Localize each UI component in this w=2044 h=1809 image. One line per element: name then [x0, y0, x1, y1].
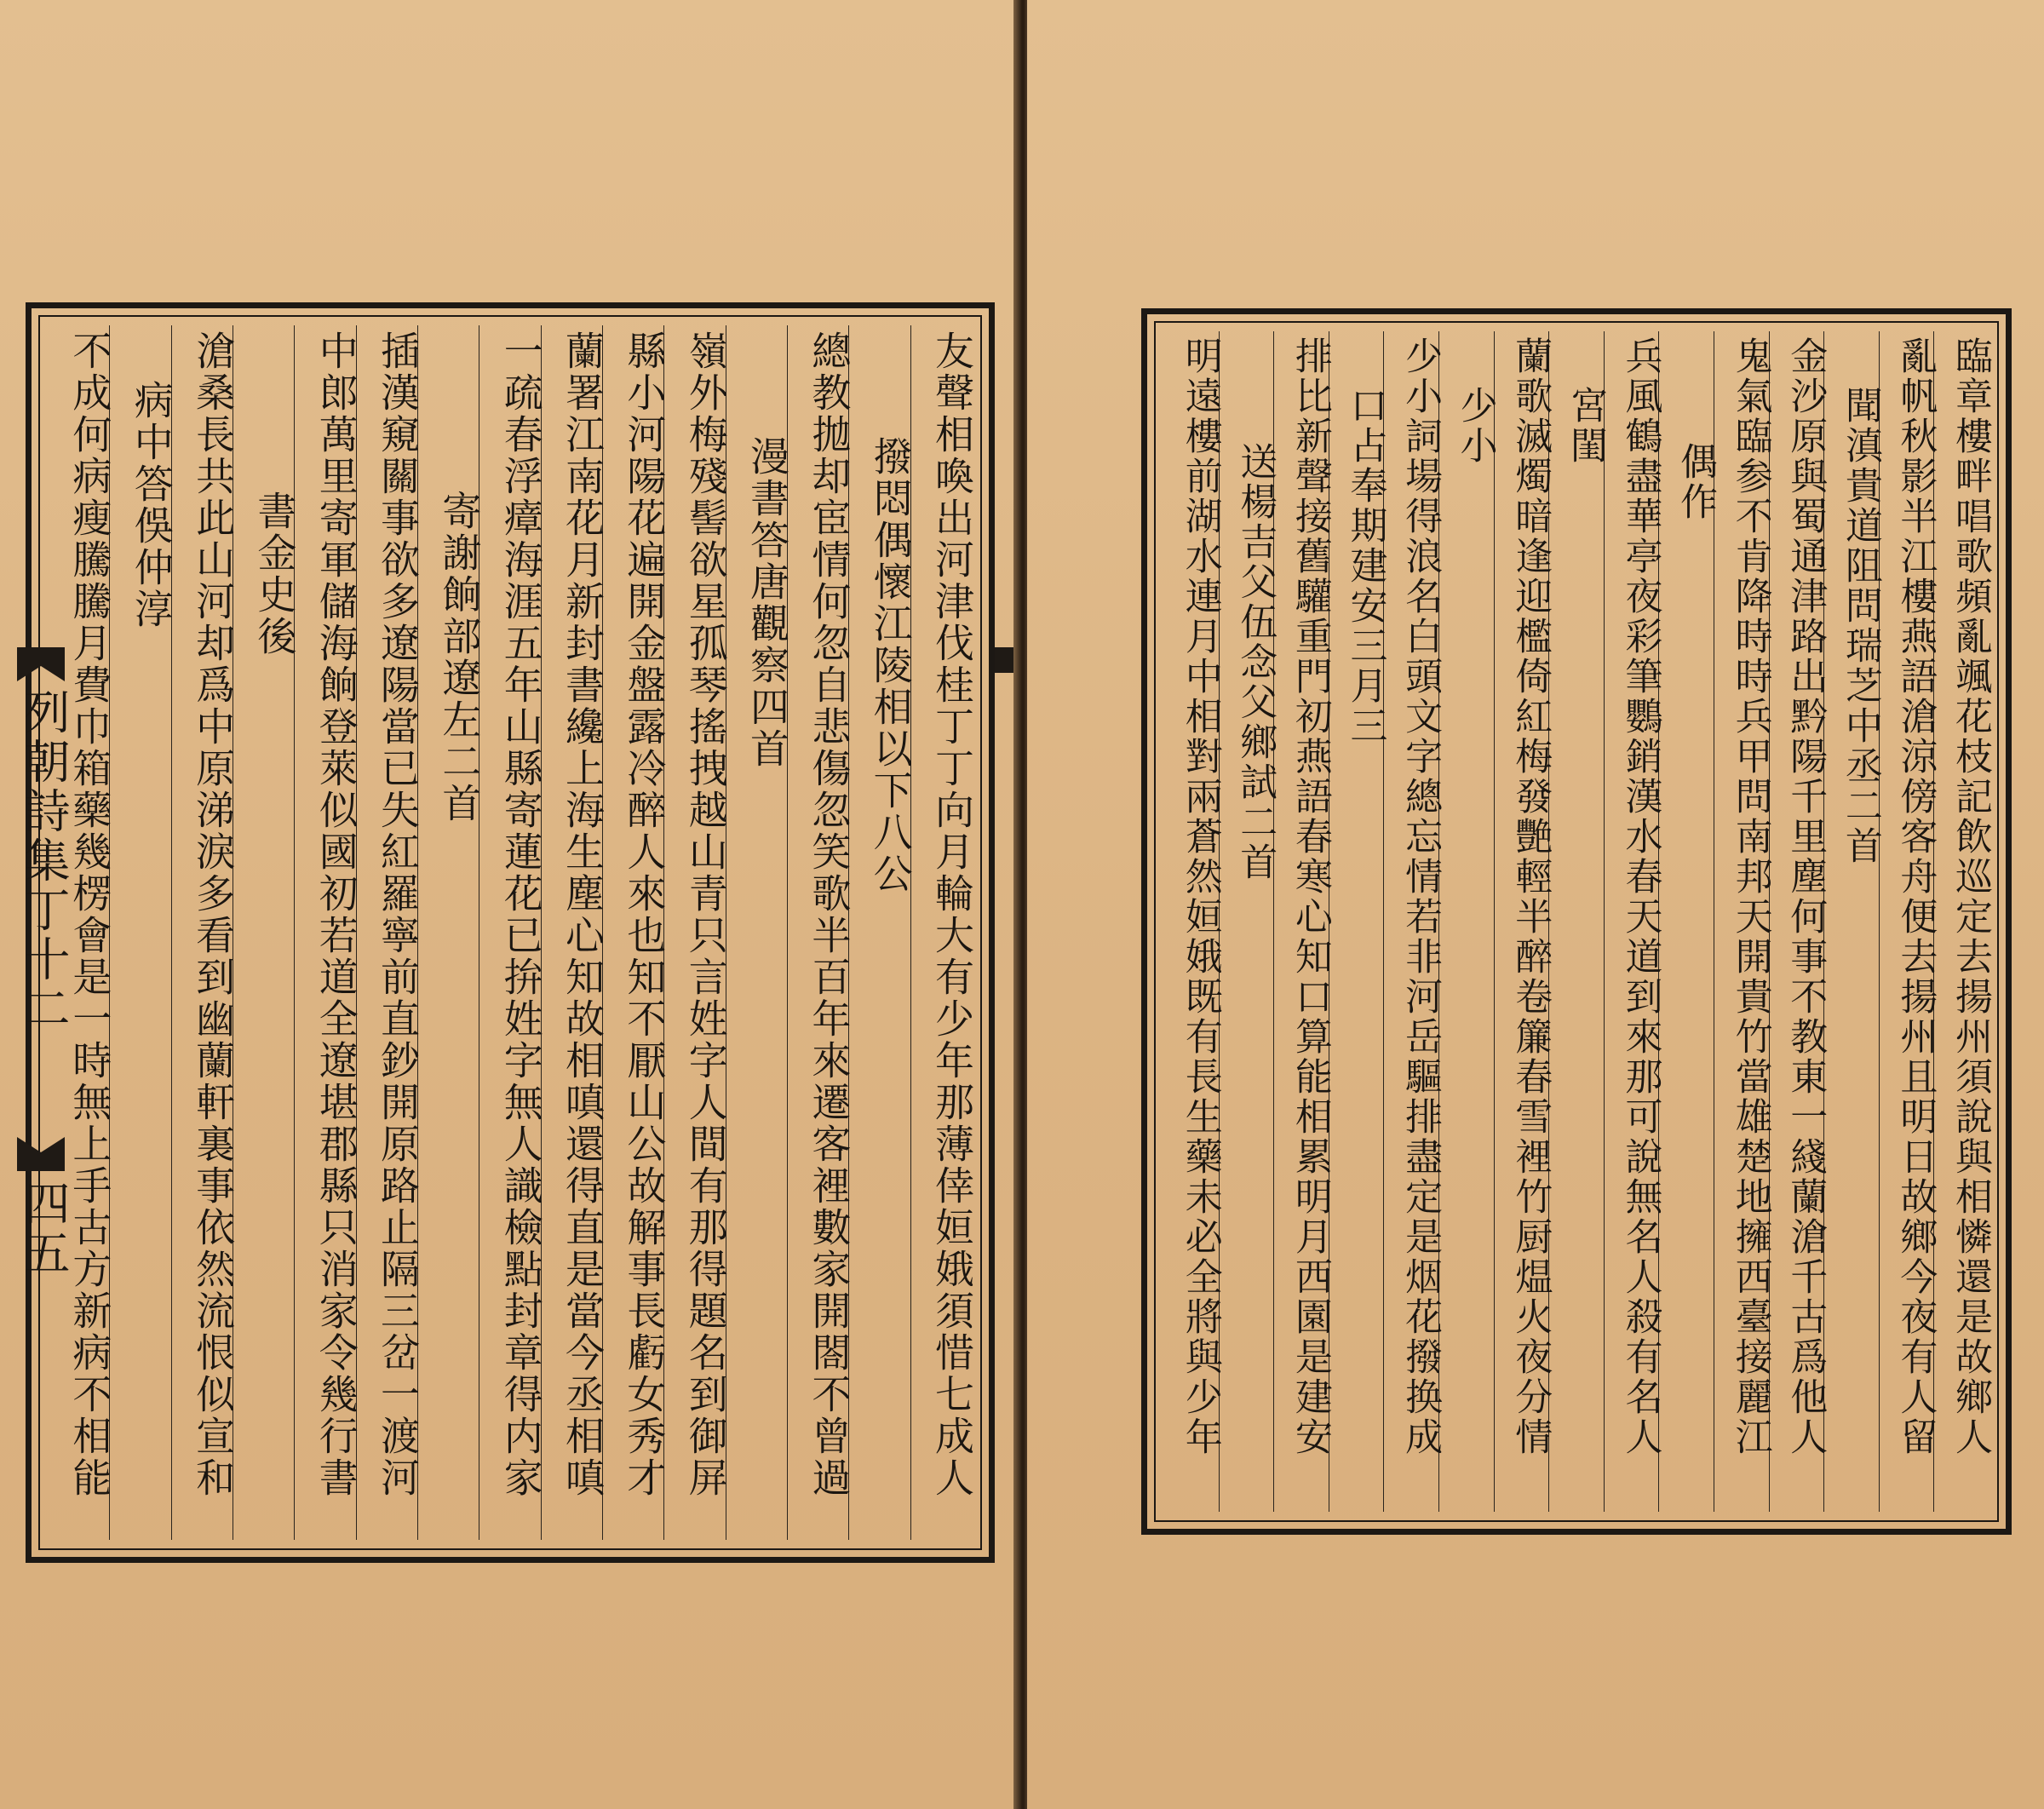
side-page-number: 四五 [17, 1180, 71, 1278]
column-text: 滄桑長共此山河却爲中原涕淚多看到幽蘭軒裏事依然流恨似宣和 [190, 330, 237, 1499]
right-page [1027, 0, 2044, 1809]
column-text: 一疏春浮瘴海涯五年山縣寄蓮花已拚姓字無人識檢點封章得内家 [497, 330, 544, 1499]
column-text: 偶作 [1674, 442, 1718, 522]
right-page-column [1714, 331, 1772, 1512]
right-page-column [1164, 331, 1222, 1512]
column-text: 友聲相喚出河津伐桂丁丁向月輪大有少年那薄倖姮娥須惜七成人 [929, 330, 975, 1499]
left-side-strip [17, 647, 71, 1295]
column-text: 病中答俁仲淳 [128, 380, 175, 630]
column-text: 書金史後 [251, 491, 298, 658]
left-page-column [848, 325, 914, 1540]
left-upper-fishtail [995, 647, 1013, 673]
column-text: 金沙原與蜀通津路出黔陽千里塵何事不教東一綫蘭滄千古爲他人 [1783, 336, 1828, 1457]
left-page-column [294, 325, 359, 1540]
right-page-column [1219, 331, 1278, 1512]
left-page-column [541, 325, 606, 1540]
side-fishtail-upper [17, 647, 65, 681]
right-page-column [1933, 331, 1992, 1512]
right-page-column [1823, 331, 1882, 1512]
right-page-column [1658, 331, 1718, 1512]
left-page-frame [26, 302, 995, 1563]
left-page-column [663, 325, 729, 1540]
right-page-column [1769, 331, 1828, 1512]
left-page-column [109, 325, 175, 1540]
column-text: 總教拋却宦情何忽自悲傷忽笑歌半百年來遷客裡數家開閤不曾過 [806, 330, 853, 1499]
right-page-column [1604, 331, 1662, 1512]
column-text: 送楊吉父伍念父鄉試二首 [1233, 442, 1278, 882]
column-text: 中郎萬里寄軍儲海餉登萊似國初若道全遼堪郡縣只消家令幾行書 [313, 330, 359, 1499]
left-page-column [479, 325, 544, 1540]
column-text: 少小詞場得浪名白頭文字總忘情若非河岳驅排盡定是烟花撥换成 [1398, 336, 1443, 1457]
left-page-column [602, 325, 668, 1540]
left-page-column [171, 325, 237, 1540]
left-page-column [356, 325, 422, 1540]
right-page-column [1273, 331, 1332, 1512]
column-text: 亂帆秋影半江樓燕語滄涼傍客舟便去揚州且明日故鄉今夜有人留 [1893, 336, 1938, 1457]
left-page-column [417, 325, 483, 1540]
column-text: 蘭歌滅燭暗逢迎檻倚紅梅發艷輕半醉卷簾春雪裡竹厨煴火夜分情 [1508, 336, 1553, 1457]
right-page-column [1383, 331, 1443, 1512]
right-page-column [1879, 331, 1938, 1512]
column-text: 寄謝餉部遼左二首 [436, 491, 483, 824]
right-page-column [1494, 331, 1553, 1512]
right-page-frame [1141, 308, 2012, 1535]
column-text: 縣小河陽花遍開金盤露冷醉人來也知不厭山公故解事長虧女秀才 [621, 330, 668, 1499]
side-fishtail-lower [17, 1137, 65, 1171]
column-text: 嶺外梅殘髻欲星孤琴搖拽越山青只言姓字人間有那得題名到御屏 [682, 330, 729, 1499]
side-book-title: 列朝詩集丁十二 [17, 688, 71, 1034]
column-text: 少小 [1453, 386, 1497, 466]
left-page-column [726, 325, 791, 1540]
column-text: 兵風鶴盡華亭夜彩筆鸚銷漢水春天道到來那可說無名人殺有名人 [1618, 336, 1662, 1457]
column-text: 漫書答唐觀察四首 [744, 436, 791, 770]
column-text: 蘭署江南花月新封書纔上海生塵心知故相嗔還得直是當今丞相嗔 [560, 330, 606, 1499]
column-text: 明遠樓前湖水連月中相對兩蒼然姮娥既有長生藥未必全將與少年 [1178, 336, 1222, 1457]
right-page-column [1548, 331, 1607, 1512]
column-text: 口占奉期建安三月三 [1343, 386, 1387, 746]
left-page-column [910, 325, 975, 1540]
column-text: 排比新聲接舊驩重門初燕語春寒心知口算能相累明月西園是建安 [1288, 336, 1332, 1457]
column-text: 不成何病瘦騰騰月費巾箱藥幾楞會是一時無上手古方新病不相能 [66, 330, 113, 1499]
right-text-columns [1164, 331, 1992, 1512]
column-text: 聞滇貴道阻問瑞芝中丞二首 [1838, 386, 1882, 866]
left-page-column [233, 325, 298, 1540]
left-page [0, 0, 1019, 1809]
left-page-column [787, 325, 853, 1540]
column-text: 宮閨 [1563, 386, 1607, 466]
column-text: 撥悶偶懷江陵相以下八公 [867, 436, 914, 895]
right-page-column [1329, 331, 1387, 1512]
column-text: 鬼氣臨参不肯降時時兵甲問南邦天開貴竹當雄楚地擁西臺接麗江 [1728, 336, 1772, 1457]
right-page-column [1438, 331, 1497, 1512]
column-text: 插漢窺關事欲多遼陽當已失紅羅寧前直鈔開原路止隔三岔一渡河 [375, 330, 422, 1499]
left-text-columns [49, 325, 975, 1540]
column-text: 臨章樓畔唱歌頻亂颯花枝記飲巡定去揚州須說與相憐還是故鄉人 [1949, 336, 1992, 1457]
